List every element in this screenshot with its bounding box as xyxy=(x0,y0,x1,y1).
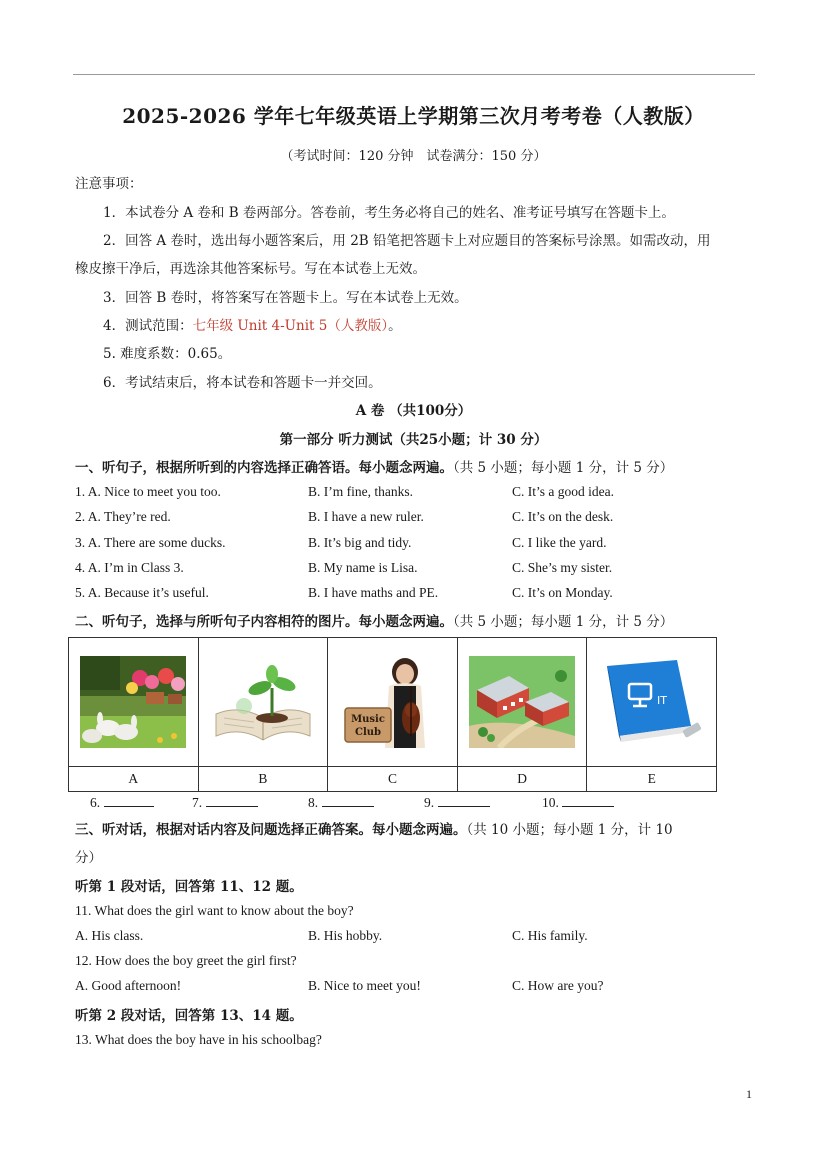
school-campus-picture xyxy=(469,656,575,748)
section1-heading-line xyxy=(75,456,673,476)
music-club-sign-line1: Music xyxy=(351,714,386,725)
q2-option-c: C. It’s on the desk. xyxy=(512,509,614,524)
picture-cell-a xyxy=(69,638,199,767)
q11-option-c: C. His family. xyxy=(512,928,588,943)
section1-heading: 一、听句子，根据所听到的内容选择正确答语。每小题念两遍。 xyxy=(75,460,453,476)
picture-label-a: A xyxy=(69,767,199,792)
q3-option-b: B. It’s big and tidy. xyxy=(308,535,412,550)
section3-heading-line xyxy=(75,818,673,838)
blank-7-number: 7. xyxy=(192,795,203,810)
blank-10-number: 10. xyxy=(542,795,559,810)
q5-option-b: B. I have maths and PE. xyxy=(308,585,439,600)
q11-text: 11. What does the girl want to know about the boy? xyxy=(75,903,354,918)
picture-cell-e xyxy=(587,638,717,767)
exam-subtitle: （考试时间：120 分钟 试卷满分：150 分） xyxy=(280,149,547,164)
header-rule xyxy=(73,74,755,75)
q1-option-b: B. I’m fine, thanks. xyxy=(308,484,413,499)
q4-option-b: B. My name is Lisa. xyxy=(308,560,418,575)
section3-score-b: 分） xyxy=(75,850,102,866)
q2-option-a: 2. A. They’re red. xyxy=(75,509,171,524)
note-1: 1．本试卷分 A 卷和 B 卷两部分。答卷前，考生务必将自己的姓名、准考证号填写在答题卡上。 xyxy=(103,205,675,221)
picture-label-b: B xyxy=(198,767,328,792)
q5-option-a: 5. A. Because it’s useful. xyxy=(75,585,209,600)
blank-9-number: 9. xyxy=(424,795,435,810)
blank-8[interactable] xyxy=(308,794,374,811)
book-plant-picture xyxy=(210,656,316,748)
q13-text: 13. What does the boy have in his schoolbag? xyxy=(75,1032,322,1047)
note-3: 3．回答 B 卷时，将答案写在答题卡上。写在本试卷上无效。 xyxy=(103,290,468,306)
volume-a-label: A 卷 （共100分） xyxy=(355,403,472,419)
q2-option-b: B. I have a new ruler. xyxy=(308,509,424,524)
it-book-text: IT xyxy=(656,694,667,707)
picture-cell-c xyxy=(328,638,458,767)
blank-8-number: 8. xyxy=(308,795,319,810)
notes-heading: 注意事项： xyxy=(75,176,143,192)
q4-option-a: 4. A. I’m in Class 3. xyxy=(75,560,184,575)
section2-heading: 二、听句子，选择与所听句子内容相符的图片。每小题念两遍。 xyxy=(75,614,453,630)
exam-title: 2025-2026 学年七年级英语上学期第三次月考考卷（人教版） xyxy=(122,104,705,128)
music-club-picture xyxy=(339,656,445,748)
note-5: 5. 难度系数：0.65。 xyxy=(103,346,232,362)
q11-option-a: A. His class. xyxy=(75,928,144,943)
section2-score: （共 5 小题；每小题 1 分，计 5 分） xyxy=(453,614,674,630)
q12-option-c: C. How are you? xyxy=(512,978,604,993)
note-2b: 橡皮擦干净后，再选涂其他答案标号。写在本试卷上无效。 xyxy=(75,261,426,277)
section1-score: （共 5 小题；每小题 1 分，计 5 分） xyxy=(453,460,674,476)
q3-option-a: 3. A. There are some ducks. xyxy=(75,535,226,550)
blank-10[interactable] xyxy=(542,794,614,811)
it-book-picture xyxy=(599,656,705,748)
blank-10-line[interactable] xyxy=(562,794,614,807)
blank-9[interactable] xyxy=(424,794,490,811)
dialog2-instruction: 听第 2 段对话，回答第 13、14 题。 xyxy=(75,1008,303,1024)
picture-cell-b xyxy=(198,638,328,767)
note-4 xyxy=(103,314,402,334)
q11-option-b: B. His hobby. xyxy=(308,928,383,943)
q5-option-c: C. It’s on Monday. xyxy=(512,585,613,600)
blank-6-line[interactable] xyxy=(104,794,154,807)
q1-option-c: C. It’s a good idea. xyxy=(512,484,614,499)
section2-heading-line xyxy=(75,610,673,630)
picture-table xyxy=(68,637,717,792)
picture-label-c: C xyxy=(328,767,458,792)
q3-option-c: C. I like the yard. xyxy=(512,535,607,550)
note-4-range: 七年级 Unit 4-Unit 5（人教版） xyxy=(192,318,389,334)
q12-text: 12. How does the boy greet the girl first? xyxy=(75,953,297,968)
blank-6[interactable] xyxy=(90,794,154,811)
blank-8-line[interactable] xyxy=(322,794,374,807)
q12-option-a: A. Good afternoon! xyxy=(75,978,182,993)
picture-cell-d xyxy=(457,638,587,767)
blank-6-number: 6. xyxy=(90,795,101,810)
picture-label-e: E xyxy=(587,767,717,792)
rabbits-garden-picture xyxy=(80,656,186,748)
blank-7[interactable] xyxy=(192,794,258,811)
note-4-suffix: 。 xyxy=(388,318,402,334)
note-4-prefix: 4．测试范围： xyxy=(103,318,193,334)
blank-7-line[interactable] xyxy=(206,794,258,807)
page-number: 1 xyxy=(746,1087,752,1101)
q4-option-c: C. She’s my sister. xyxy=(512,560,613,575)
picture-label-d: D xyxy=(457,767,587,792)
note-6: 6．考试结束后，将本试卷和答题卡一并交回。 xyxy=(103,375,382,391)
music-club-sign-line2: Club xyxy=(355,727,382,738)
section3-heading: 三、听对话，根据对话内容及问题选择正确答案。每小题念两遍。 xyxy=(75,822,467,838)
q12-option-b: B. Nice to meet you! xyxy=(308,978,421,993)
blank-9-line[interactable] xyxy=(438,794,490,807)
dialog1-instruction: 听第 1 段对话，回答第 11、12 题。 xyxy=(75,879,303,895)
note-2a: 2．回答 A 卷时，选出每小题答案后，用 2B 铅笔把答题卡上对应题目的答案标号涂黑。如需改动，用 xyxy=(103,233,711,249)
q1-option-a: 1. A. Nice to meet you too. xyxy=(75,484,221,499)
section3-score-a: （共 10 小题；每小题 1 分，计 10 xyxy=(466,822,673,838)
part1-heading: 第一部分 听力测试（共25小题；计 30 分） xyxy=(279,432,548,448)
